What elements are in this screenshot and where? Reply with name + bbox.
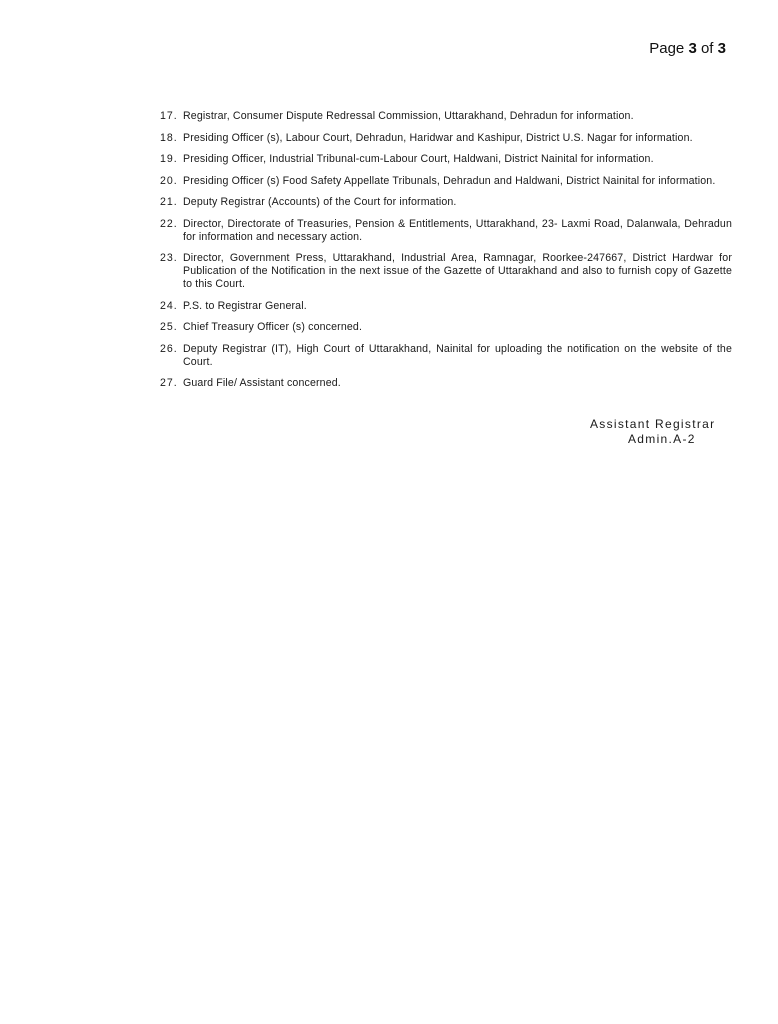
list-item	[160, 343, 732, 369]
item-text: Chief Treasury Officer (s) concerned.	[183, 321, 363, 333]
item-text: Director, Directorate of Treasuries, Pension & Entitlements, Uttarakhand, 23- Laxmi Road, Dalanwala, Dehradun for information and necessary action.	[183, 217, 732, 243]
item-text: Registrar, Consumer Dispute Redressal Commission, Uttarakhand, Dehradun for information.	[183, 110, 634, 122]
item-number: 21.	[160, 196, 178, 208]
item-number: 26.	[160, 342, 178, 355]
list-item	[160, 175, 732, 188]
item-text: Presiding Officer (s) Food Safety Appellate Tribunals, Dehradun and Haldwani, District Nainital for information.	[183, 174, 716, 187]
distribution-list	[160, 110, 732, 399]
item-text: Deputy Registrar (IT), High Court of Uttarakhand, Nainital for uploading the notification on the website of the Court.	[183, 342, 732, 368]
list-item	[160, 132, 732, 145]
item-number: 27.	[160, 377, 178, 389]
item-number: 23.	[160, 252, 178, 264]
signature-title: Assistant Registrar	[590, 417, 716, 431]
list-item	[160, 153, 732, 166]
page-current: 3	[688, 40, 697, 57]
item-text: Director, Government Press, Uttarakhand, Industrial Area, Ramnagar, Roorkee-247667, District Hardwar for Publication of the Notification in the next issue of the Gazette of Uttarakhand and also to furnish copy of Gazette to this Court.	[183, 252, 732, 290]
page-prefix: Page	[649, 40, 685, 57]
list-item	[160, 321, 732, 334]
list-item	[160, 300, 732, 313]
signature-section: Admin.A-2	[628, 432, 696, 446]
item-text: P.S. to Registrar General.	[183, 299, 307, 312]
item-number: 24.	[160, 299, 178, 312]
list-item	[160, 218, 732, 244]
item-number: 17.	[160, 110, 178, 122]
item-number: 19.	[160, 153, 178, 165]
list-item	[160, 196, 732, 209]
item-number: 25.	[160, 321, 178, 333]
page-total: 3	[717, 40, 726, 57]
signature-block	[590, 417, 715, 447]
list-item	[160, 110, 732, 123]
item-text: Deputy Registrar (Accounts) of the Court for information.	[183, 196, 457, 208]
list-item	[160, 377, 732, 390]
item-number: 18.	[160, 131, 178, 144]
item-text: Presiding Officer, Industrial Tribunal-cum-Labour Court, Haldwani, District Nainital for information.	[183, 153, 654, 165]
page-number	[649, 40, 726, 57]
item-text: Presiding Officer (s), Labour Court, Dehradun, Haridwar and Kashipur, District U.S. Nagar for information.	[183, 131, 693, 144]
page-of: of	[700, 40, 714, 57]
list-item	[160, 252, 732, 291]
item-number: 20.	[160, 174, 178, 187]
item-text: Guard File/ Assistant concerned.	[183, 377, 341, 389]
item-number: 22.	[160, 217, 178, 230]
